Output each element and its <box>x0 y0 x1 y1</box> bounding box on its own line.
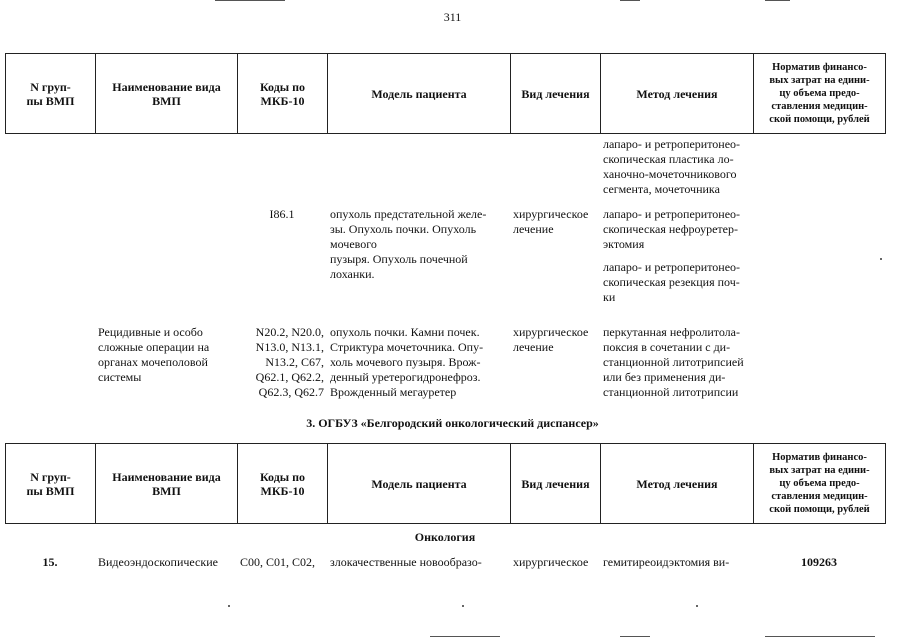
header-codes: Коды по МКБ-10 <box>238 54 328 134</box>
model-cell: злокачественные новообразо- <box>330 555 482 569</box>
scan-mark <box>620 0 640 1</box>
header-method: Метод лечения <box>601 444 754 524</box>
scan-mark <box>215 0 285 1</box>
table-header <box>5 443 886 524</box>
norm-cell: 109263 <box>801 555 837 569</box>
section-title: 3. ОГБУЗ «Белгородский онкологический диспансер» <box>306 416 599 430</box>
codes-cell: C00, C01, C02, <box>240 555 316 569</box>
table-row <box>5 305 885 400</box>
header-name: Наименование вида ВМП <box>96 54 238 134</box>
scan-mark <box>430 636 500 637</box>
scan-mark <box>620 636 650 637</box>
method-cell: лапаро- и ретроперитонео- скопическая пластика ло- ханочно-мочеточникового сегмента, мочеточника <box>603 137 741 196</box>
header-norm: Норматив финансо- вых затрат на едини- цу объема предо- ставления медицин- ской помощи, рублей <box>754 54 886 134</box>
table-body <box>5 137 885 400</box>
scan-mark <box>765 636 875 637</box>
model-cell: опухоль предстательной желе- зы. Опухоль почки. Опухоль мочевого пузыря. Опухоль почечной лоханки. <box>330 207 487 281</box>
scan-dot <box>462 605 464 607</box>
header-model: Модель пациента <box>328 444 511 524</box>
page-number: 311 <box>443 10 462 24</box>
header-group: N груп- пы ВМП <box>6 444 96 524</box>
scan-dot <box>228 605 230 607</box>
subtitle: Онкология <box>414 530 476 544</box>
table-row <box>5 197 885 305</box>
header-group: N груп- пы ВМП <box>6 54 96 134</box>
header-name: Наименование вида ВМП <box>96 444 238 524</box>
table-row <box>5 137 885 197</box>
codes-cell: I86.1 <box>269 207 295 221</box>
header-model: Модель пациента <box>328 54 511 134</box>
table-row <box>5 555 885 570</box>
header-method: Метод лечения <box>601 54 754 134</box>
header-treatment: Вид лечения <box>511 54 601 134</box>
treatment-cell: хирургическое лечение <box>513 325 589 354</box>
codes-cell: N20.2, N20.0, N13.0, N13.1, N13.2, C67, Q62.1, Q62.2, Q62.3, Q62.7 <box>255 325 324 399</box>
method-cell: гемитиреоидэктомия ви- <box>603 555 730 569</box>
scan-mark <box>765 0 790 1</box>
header-treatment: Вид лечения <box>511 444 601 524</box>
header-norm: Норматив финансо- вых затрат на едини- цу объема предо- ставления медицин- ской помощи, рублей <box>754 444 886 524</box>
model-cell: опухоль почки. Камни почек. Стриктура мочеточника. Опу- холь мочевого пузыря. Врож- денный уретерогидронефроз. Врожденный мегауретер <box>330 325 484 399</box>
method-cell: лапаро- и ретроперитонео- скопическая нефроуретер- эктомия лапаро- и ретроперитонео- скопическая резекция поч- ки <box>603 207 741 304</box>
name-cell: Видеоэндоскопические <box>98 555 218 569</box>
header-codes: Коды по МКБ-10 <box>238 444 328 524</box>
method-cell: перкутанная нефролитола- поксия в сочетании с ди- станционной литотрипсией или без применения ди- станционной литотрипсии <box>603 325 744 399</box>
name-cell: Рецидивные и особо сложные операции на органах мочеполовой системы <box>98 325 210 384</box>
treatment-cell: хирургическое лечение <box>513 207 589 236</box>
group-number: 15. <box>42 555 58 569</box>
treatment-cell: хирургическое <box>513 555 589 569</box>
scan-dot <box>696 605 698 607</box>
table-header <box>5 53 886 134</box>
